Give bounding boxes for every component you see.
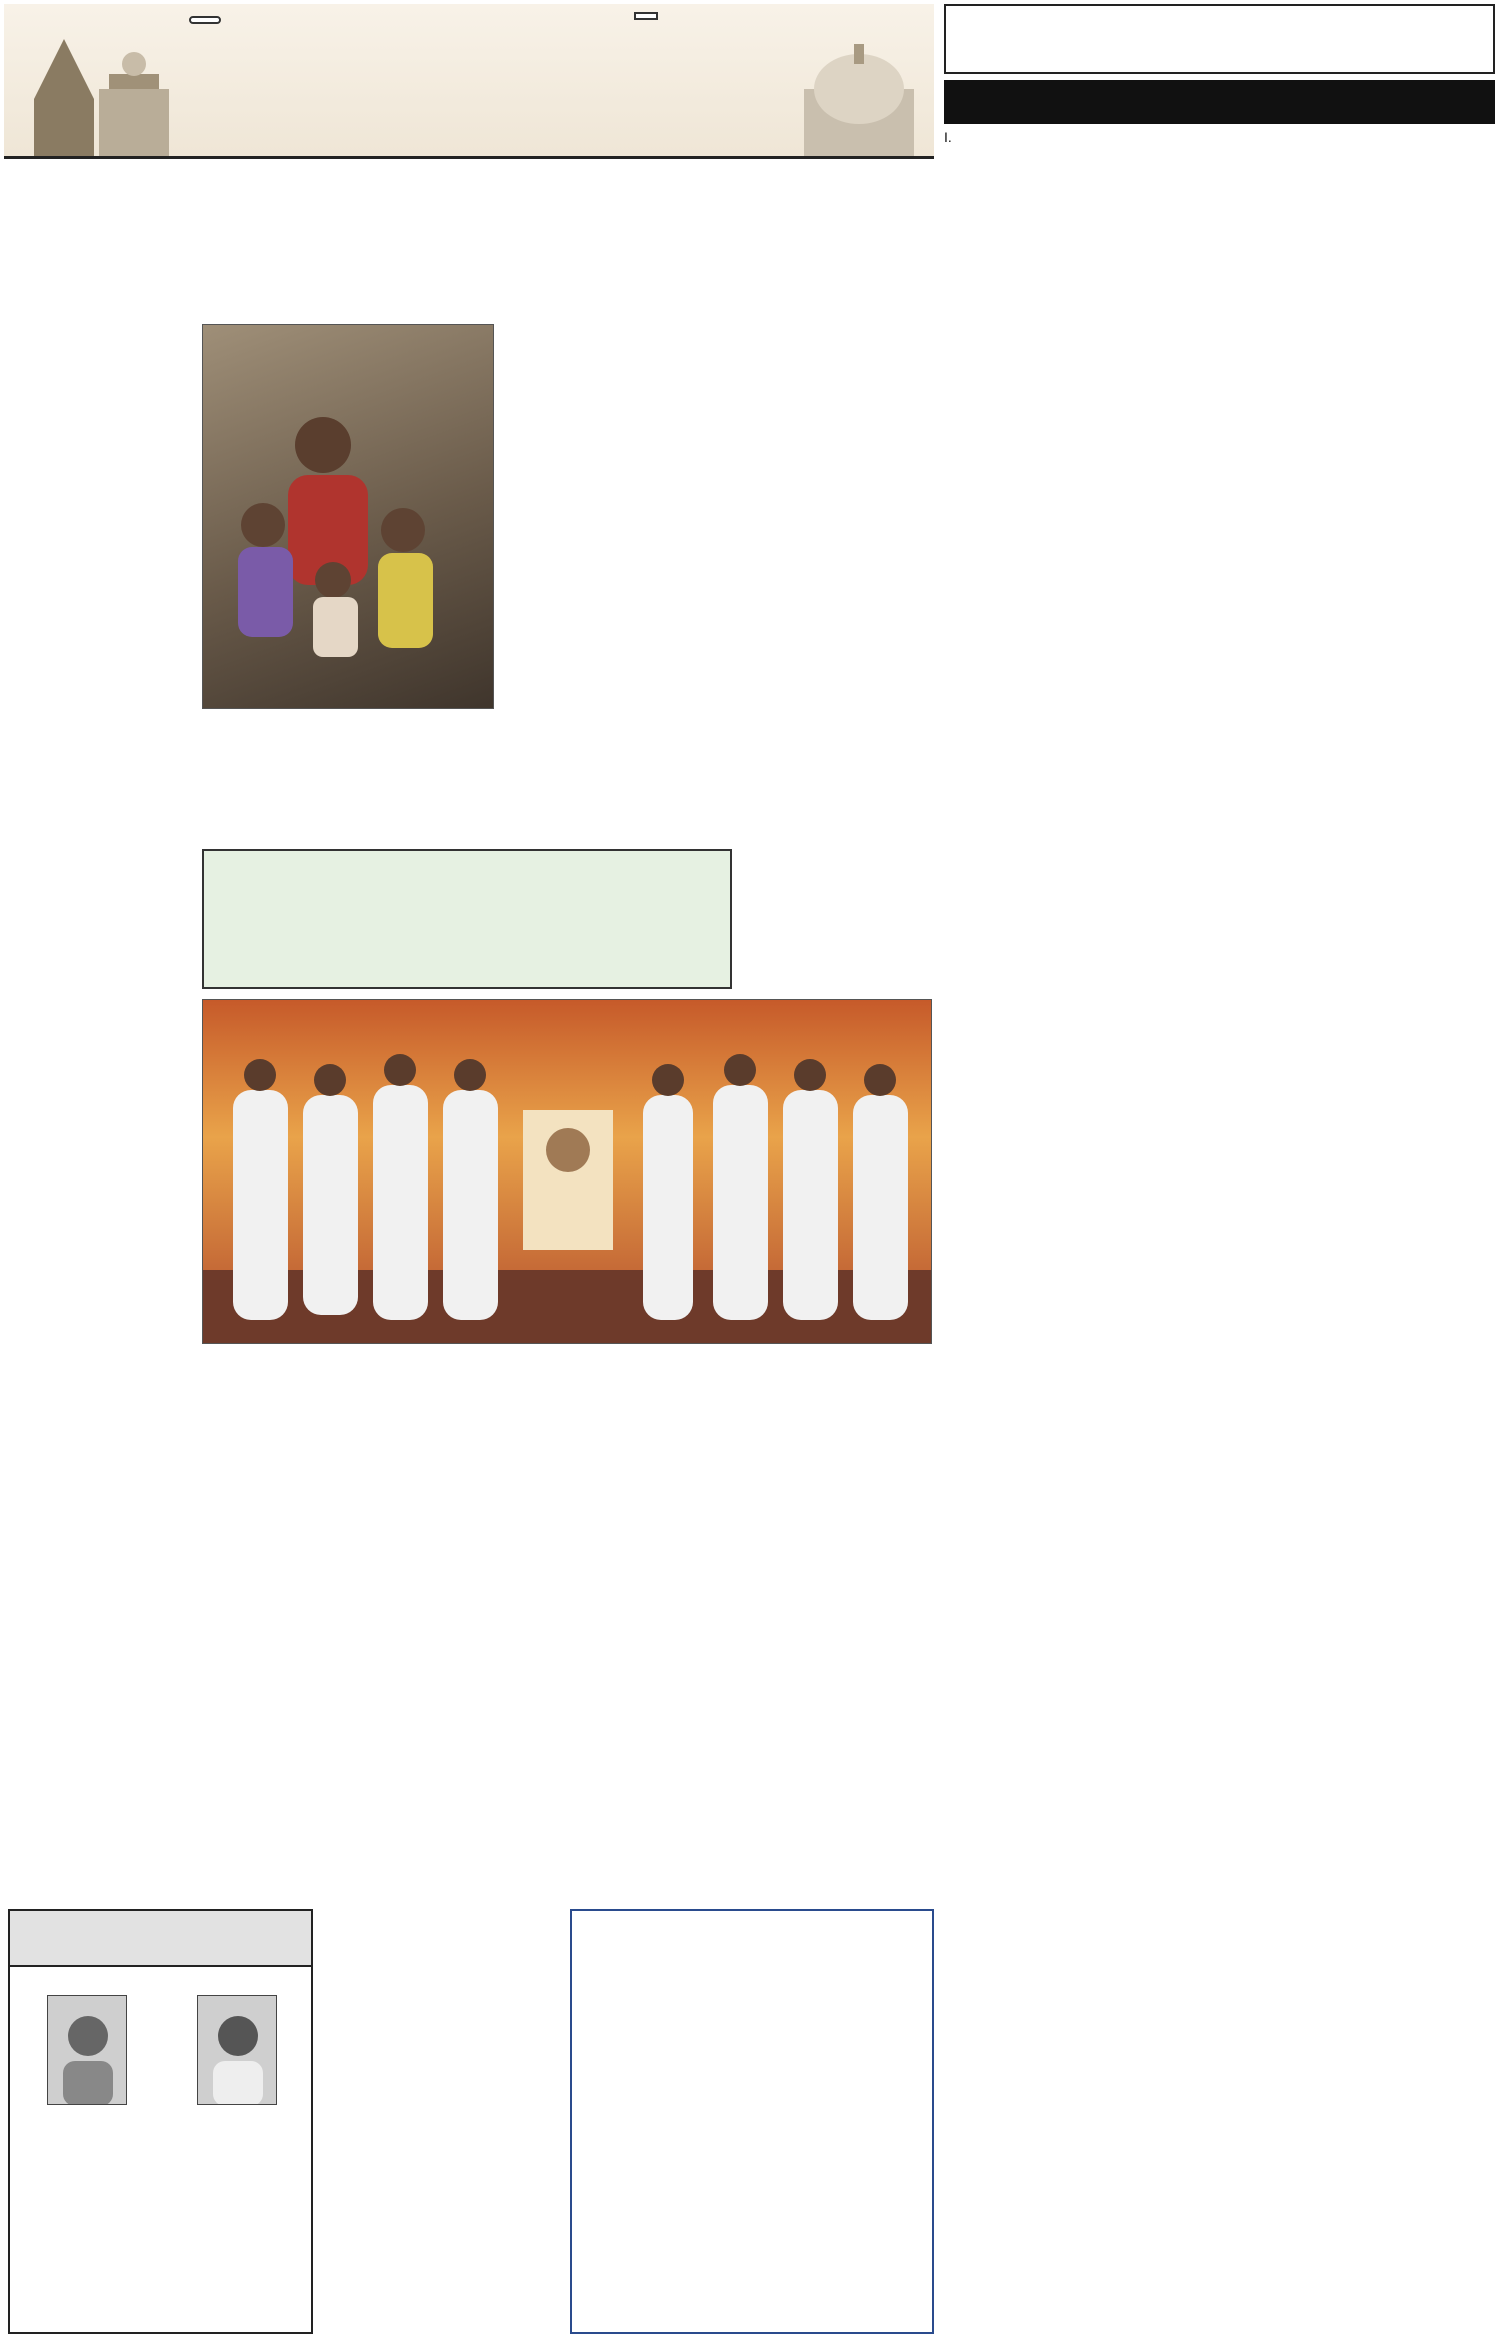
- memorial-box: [8, 1909, 313, 2334]
- event-photo: [202, 999, 932, 1344]
- two-child-body: [580, 1961, 926, 2329]
- attack-body: [749, 1484, 934, 1899]
- tender-para-i-num: I.: [944, 129, 952, 145]
- lead-col-2: [500, 324, 732, 739]
- tender-para-i: [944, 128, 1495, 146]
- dateline: [634, 12, 658, 20]
- page-number: [189, 16, 221, 24]
- petrol-body: [8, 989, 196, 1439]
- temple-illustration-icon: [14, 29, 174, 159]
- masthead: [4, 4, 934, 159]
- mci-col-3: [504, 1474, 740, 1899]
- memorial-left: [12, 1971, 162, 2331]
- portrait-photo: [47, 1995, 127, 2105]
- dome-building-icon: [784, 29, 934, 159]
- family-photo-icon: [203, 325, 494, 709]
- memorial-right: [162, 1971, 312, 2331]
- memorial-title: [10, 1911, 311, 1967]
- boxed-story-headline: [204, 851, 730, 863]
- boxed-story-body: [212, 899, 724, 987]
- boxed-story: [202, 849, 732, 989]
- missing-body: [322, 1989, 562, 2334]
- tender-title: [944, 80, 1495, 124]
- notice-box: [944, 4, 1495, 74]
- ceremony-photo-icon: [203, 1000, 932, 1344]
- tender-section: [944, 4, 1495, 2334]
- lead-col-3: [202, 732, 732, 842]
- lead-photo: [202, 324, 494, 709]
- lead-col-1: [8, 339, 196, 839]
- portrait-photo: [197, 1995, 277, 2105]
- two-child-box: [570, 1909, 934, 2334]
- mci-col-2: [256, 1474, 496, 1899]
- news-section: [4, 4, 934, 2334]
- mci-col-1: [8, 1474, 248, 1899]
